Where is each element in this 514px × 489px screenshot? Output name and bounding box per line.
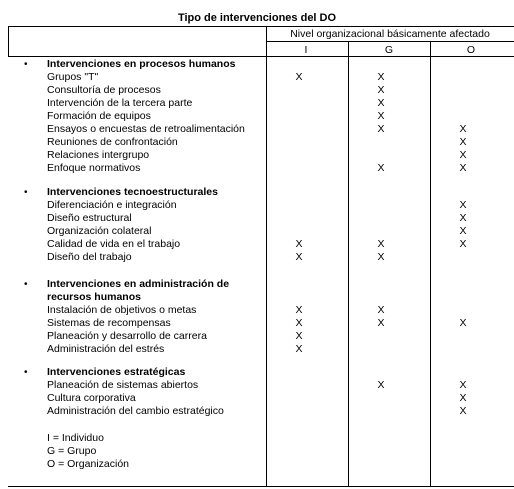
mark-i: X xyxy=(295,343,303,355)
row-label: Diseño estructural xyxy=(47,212,132,224)
mark-g: X xyxy=(377,238,385,250)
rule-col-g xyxy=(430,41,431,486)
legend-line: I = Individuo xyxy=(47,432,104,444)
row-label: Administración del cambio estratégico xyxy=(47,405,224,417)
mark-i: X xyxy=(295,238,303,250)
mark-o: X xyxy=(459,199,467,211)
column-header-i: I xyxy=(304,44,308,56)
mark-g: X xyxy=(377,162,385,174)
row-label: Reuniones de confrontación xyxy=(47,136,178,148)
row-label: Planeación y desarrollo de carrera xyxy=(47,330,207,342)
row-label: Intervención de la tercera parte xyxy=(47,97,193,109)
mark-g: X xyxy=(377,304,385,316)
row-label: Sistemas de recompensas xyxy=(47,317,171,329)
mark-o: X xyxy=(459,317,467,329)
mark-o: X xyxy=(459,136,467,148)
mark-o: X xyxy=(459,379,467,391)
mark-g: X xyxy=(377,379,385,391)
section-heading: Intervenciones en administración de xyxy=(47,278,230,290)
section-heading: Intervenciones tecnoestructurales xyxy=(47,186,218,198)
mark-o: X xyxy=(459,162,467,174)
rule-col-i xyxy=(348,41,349,486)
row-label: Diseño del trabajo xyxy=(47,251,132,263)
mark-o: X xyxy=(459,238,467,250)
row-label: Diferenciación e integración xyxy=(47,199,177,211)
column-header-g: G xyxy=(384,44,394,56)
mark-i: X xyxy=(295,317,303,329)
mark-i: X xyxy=(295,251,303,263)
mark-g: X xyxy=(377,97,385,109)
rule-header-mid xyxy=(266,41,514,42)
section-bullet: • xyxy=(24,187,28,198)
mark-g: X xyxy=(377,110,385,122)
legend-line: O = Organización xyxy=(47,458,130,470)
section-bullet: • xyxy=(24,367,28,378)
row-label: Formación de equipos xyxy=(47,110,151,122)
row-label: Administración del estrés xyxy=(47,343,165,355)
mark-o: X xyxy=(459,392,467,404)
section-bullet: • xyxy=(24,59,28,70)
row-label: Consultoría de procesos xyxy=(47,84,161,96)
row-label: Calidad de vida en el trabajo xyxy=(47,238,181,250)
mark-o: X xyxy=(459,149,467,161)
mark-i: X xyxy=(295,304,303,316)
mark-g: X xyxy=(377,71,385,83)
mark-g: X xyxy=(377,84,385,96)
mark-i: X xyxy=(295,330,303,342)
row-label: Ensayos o encuestas de retroalimentación xyxy=(47,123,245,135)
section-bullet: • xyxy=(24,279,28,290)
mark-g: X xyxy=(377,251,385,263)
row-label: Cultura corporativa xyxy=(47,392,136,404)
column-header-o: O xyxy=(466,44,476,56)
row-label: Relaciones intergrupo xyxy=(47,149,150,161)
row-label: Enfoque normativos xyxy=(47,162,141,174)
mark-i: X xyxy=(295,71,303,83)
rule-bottom xyxy=(8,486,514,487)
mark-o: X xyxy=(459,225,467,237)
row-label: Organización colateral xyxy=(47,225,152,237)
mark-g: X xyxy=(377,317,385,329)
row-label: Planeación de sistemas abiertos xyxy=(47,379,199,391)
rule-top xyxy=(8,26,514,27)
row-label: Grupos "T" xyxy=(47,71,99,83)
section-heading: Intervenciones en procesos humanos xyxy=(47,58,236,70)
rule-header-bottom xyxy=(8,56,514,57)
mark-o: X xyxy=(459,405,467,417)
section-heading: Intervenciones estratégicas xyxy=(47,366,186,378)
mark-g: X xyxy=(377,123,385,135)
rule-left xyxy=(8,26,9,57)
legend-line: G = Grupo xyxy=(47,445,97,457)
column-group-header: Nivel organizacional básicamente afectado xyxy=(290,28,490,40)
section-heading: recursos humanos xyxy=(47,291,141,303)
table-title: Tipo de intervenciones del DO xyxy=(177,12,337,24)
mark-o: X xyxy=(459,123,467,135)
row-label: Instalación de objetivos o metas xyxy=(47,304,197,316)
mark-o: X xyxy=(459,212,467,224)
rule-col-label xyxy=(266,26,267,486)
